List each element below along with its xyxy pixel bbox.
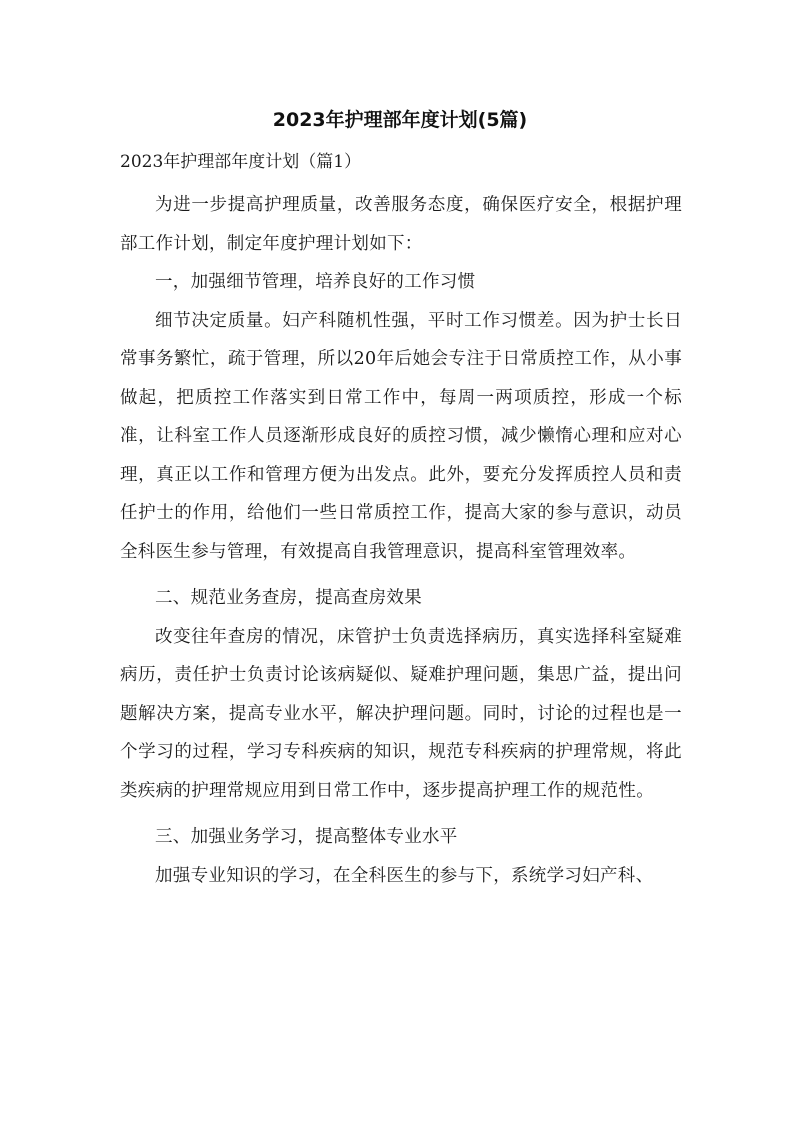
document-title: 2023年护理部年度计划(5篇): [272, 109, 528, 131]
section-heading-1: 一，加强细节管理，培养良好的工作习惯: [155, 272, 476, 292]
section-paragraph-1: 细节决定质量。妇产科随机性强，平时工作习惯差。因为护士长日常事务繁忙，疏于管理，所以20年后她会专注于日常质控工作，从小事做起，把质控工作落实到日常工作中，每周一两项质控，形成一个标准，让科室工作人员逐渐形成良好的质控习惯，减少懒惰心理和应对心理，真正以工作和管理方便为出发点。此外，要充分发挥质控人员和责任护士的作用，给他们一些日常质控工作，提高大家的参与意识，动员全科医生参与管理，有效提高自我管理意识，提高科室管理效率。: [120, 310, 682, 562]
document-subtitle: 2023年护理部年度计划（篇1）: [120, 152, 362, 172]
section-heading-3: 三、加强业务学习，提高整体专业水平: [155, 827, 458, 847]
document-body: [120, 186, 682, 895]
intro-paragraph: 为进一步提高护理质量，改善服务态度，确保医疗安全，根据护理部工作计划，制定年度护理计划如下：: [120, 195, 682, 254]
section-paragraph-3: 加强专业知识的学习，在全科医生的参与下，系统学习妇产科、: [155, 865, 654, 886]
section-paragraph-2: 改变往年查房的情况，床管护士负责选择病历，真实选择科室疑难病历，责任护士负责讨论该病疑似、疑难护理问题，集思广益，提出问题解决方案，提高专业水平，解决护理问题。同时，讨论的过程也是一个学习的过程，学习专科疾病的知识，规范专科疾病的护理常规，将此类疾病的护理常规应用到日常工作中，逐步提高护理工作的规范性。: [120, 626, 682, 801]
section-heading-2: 二、规范业务查房，提高查房效果: [155, 588, 422, 608]
